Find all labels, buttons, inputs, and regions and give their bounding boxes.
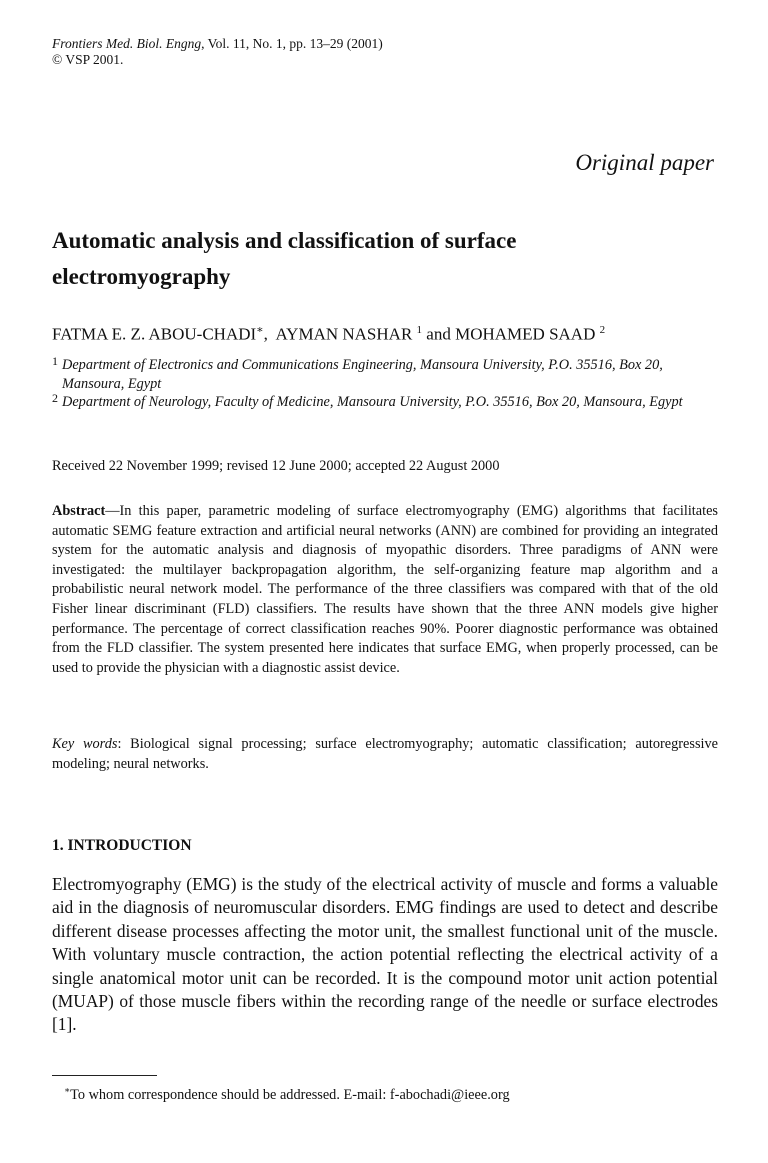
author-name: FATMA E. Z. ABOU-CHADI — [52, 324, 257, 344]
author-mark: ∗ — [256, 324, 264, 336]
affiliation-item — [52, 393, 722, 412]
affiliation-number: 2 — [52, 391, 58, 405]
author-mark: 1 — [416, 324, 423, 336]
received-dates: Received 22 November 1999; revised 12 June 2000; accepted 22 August 2000 — [52, 458, 500, 474]
introduction-paragraph: Electromyography (EMG) is the study of the electrical activity of muscle and forms a valuable aid in the diagnosis of neuromuscular disorders. EMG findings are used to detect and describe different disease processes affecting the motor unit, the smallest functional unit of the muscle. With voluntary muscle contraction, the action potential reflecting the electrical activity of a single anatomical motor unit can be recorded. It is the compound motor unit action potential (MUAP) of those muscle fibers within the recording range of the needle or surface electrodes [1]. — [52, 874, 718, 1035]
journal-citation — [52, 36, 383, 52]
section-heading: 1. INTRODUCTION — [52, 837, 192, 854]
abstract-text: —In this paper, parametric modeling of surface electromyography (EMG) algorithms that facilitates automatic SEMG feature extraction and artificial neural networks (ANN) are combined for providing an integrated system for the automatic analysis and diagnosis of myopathic disorders. Three paradigms of ANN were investigated: the multilayer backpropagation algorithm, the self-organizing feature map algorithm and a probabilistic neural network model. The performance of the three classifiers was compared with that of the old Fisher linear discriminant (FLD) classifiers. The results have shown that the three ANN models give higher performance. The percentage of correct classification reaches 90%. Poorer diagnostic performance was obtained from the FLD classifier. The system presented here indicates that surface EMG, when properly processed, can be used to provide the physician with a diagnostic assist device. — [52, 503, 718, 676]
abstract-label: Abstract — [52, 503, 106, 519]
keywords — [52, 735, 718, 774]
affiliation-text: Department of Neurology, Faculty of Medicine, Mansoura University, P.O. 35516, Box 20, Mansoura, Egypt — [62, 394, 683, 410]
author-list — [52, 323, 605, 345]
affiliations — [52, 356, 722, 412]
author-name: MOHAMED SAAD — [455, 324, 596, 344]
paper-title: Automatic analysis and classification of surface electromyography — [52, 228, 517, 289]
footnote-mark: ∗ — [64, 1085, 71, 1095]
footnote-rule — [52, 1075, 157, 1076]
paper-type-label: Original paper — [575, 150, 714, 175]
affiliation-number: 1 — [52, 354, 58, 368]
abstract — [52, 502, 718, 678]
footnote-text: To whom correspondence should be addressed. E-mail: f-abochadi@ieee.org — [70, 1086, 510, 1103]
author-name: AYMAN NASHAR — [275, 324, 413, 344]
journal-name: Frontiers Med. Biol. Engng — [52, 36, 202, 51]
author-separator: , — [263, 324, 268, 344]
author-conjunction: and — [426, 324, 451, 344]
keywords-label: Key words — [52, 736, 118, 752]
keywords-text: : Biological signal processing; surface electromyography; automatic classification; autoregressive modeling; neural networks. — [52, 736, 718, 772]
footnote — [64, 1085, 510, 1104]
affiliation-item — [52, 356, 722, 393]
journal-header — [52, 36, 383, 68]
affiliation-text: Department of Electronics and Communications Engineering, Mansoura University, P.O. 35516, Box 20, Mansoura, Egypt — [62, 357, 663, 392]
journal-details: , Vol. 11, No. 1, pp. 13–29 (2001) — [201, 36, 383, 51]
copyright-line: © VSP 2001. — [52, 52, 124, 67]
author-mark: 2 — [599, 324, 606, 336]
